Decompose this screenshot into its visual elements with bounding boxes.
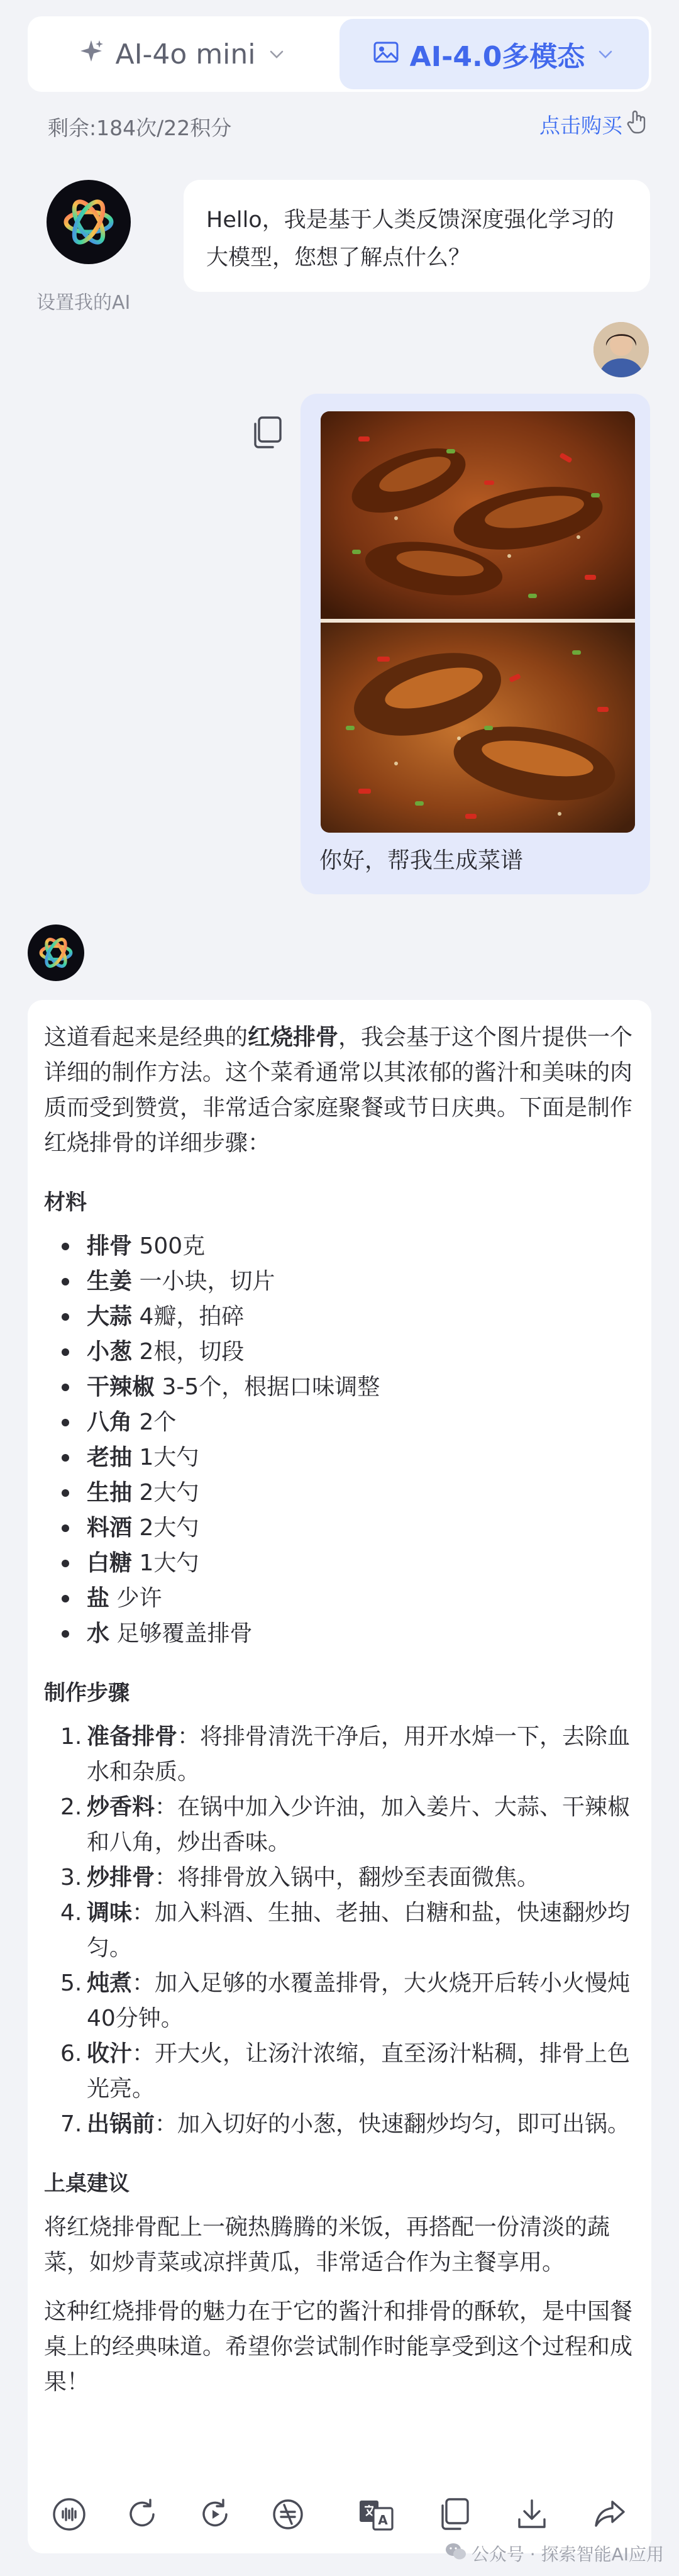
ingredient-detail: 2大勺 (132, 1515, 199, 1541)
serving-text: 将红烧排骨配上一碗热腾腾的米饭，再搭配一份清淡的蔬菜，如炒青菜或凉拌黄瓜，非常适合作为主餐享用。 (44, 2214, 610, 2275)
step-number: 1. (60, 1724, 82, 1750)
step-name: 收汁 (87, 2041, 133, 2067)
ingredient-detail: 2个 (132, 1409, 177, 1435)
ingredient-detail: 500克 (132, 1233, 206, 1259)
ingredient-name: 小葱 (87, 1339, 133, 1365)
tab-ai-4-multimodal[interactable] (340, 19, 649, 89)
step-detail: ：在锅中加入少许油，加入姜片、大蒜、干辣椒和八角，炒出香味。 (87, 1794, 631, 1855)
buy-label: 点击购买 (539, 113, 622, 138)
step-detail: ：加入足够的水覆盖排骨，大火烧开后转小火慢炖40分钟。 (87, 1970, 631, 2031)
voice-icon[interactable] (44, 2489, 94, 2540)
ingredient-name: 水 (87, 1621, 110, 1646)
refresh-icon[interactable] (117, 2489, 167, 2540)
image-icon (373, 38, 399, 70)
list-item (60, 1966, 635, 2036)
watermark (445, 2541, 664, 2566)
translate-icon[interactable] (351, 2489, 401, 2540)
list-item (60, 2107, 635, 2142)
step-detail: ：加入切好的小葱，快速翻炒均匀，即可出锅。 (155, 2111, 631, 2137)
list-item (60, 1719, 635, 1790)
replay-icon[interactable] (190, 2489, 240, 2540)
step-name: 炖煮 (87, 1970, 133, 1996)
watermark-text: 公众号 · 探索智能AI应用 (471, 2544, 664, 2565)
list-item (87, 1546, 635, 1581)
list-item (87, 1616, 635, 1652)
wechat-icon (445, 2542, 466, 2565)
list-item (87, 1370, 635, 1405)
stop-icon[interactable] (263, 2489, 313, 2540)
ingredient-detail: 1大勺 (132, 1445, 199, 1470)
chevron-down-icon (596, 38, 615, 70)
ingredient-detail: 少许 (109, 1585, 162, 1611)
quota-remaining: 剩余:184次/22积分 (48, 116, 232, 140)
ingredient-name: 白糖 (87, 1550, 133, 1576)
ingredient-name: 老抽 (87, 1445, 133, 1470)
ingredient-name: 大蒜 (87, 1304, 133, 1330)
step-name: 调味 (87, 1900, 133, 1926)
ai-avatar-small[interactable] (28, 924, 84, 981)
list-item (87, 1229, 635, 1264)
copy-icon[interactable] (249, 415, 284, 453)
user-message-text: 你好，帮我生成菜谱 (319, 848, 524, 874)
list-item (87, 1335, 635, 1370)
intro-text: ，我会基于这个图片提供一个详细的制作方法。这个菜肴通常以其浓郁的酱汁和美味的肉质而受到赞赏，非常适合家庭聚餐或节日庆典。下面是制作红烧排骨的详细步骤： (44, 1024, 633, 1156)
ingredient-name: 盐 (87, 1585, 110, 1611)
ingredient-detail: 4瓣，拍碎 (132, 1304, 245, 1330)
set-my-ai-link[interactable]: 设置我的AI (36, 292, 131, 314)
dish-name: 红烧排骨 (248, 1024, 339, 1050)
copy-icon[interactable] (429, 2489, 479, 2540)
list-item (60, 1790, 635, 1860)
ai-logo-icon (35, 932, 77, 974)
ingredient-name: 生姜 (87, 1269, 133, 1294)
ai-reply-body (44, 1009, 635, 2400)
tab-ai-4o-mini[interactable] (28, 16, 337, 92)
ingredient-detail: 足够覆盖排骨 (109, 1621, 253, 1646)
list-item (60, 1860, 635, 1896)
reply-intro (44, 1020, 635, 1161)
ingredient-detail: 一小块，切片 (132, 1269, 275, 1294)
ingredient-name: 料酒 (87, 1515, 133, 1541)
ingredient-detail: 2根，切段 (132, 1339, 245, 1365)
ai-avatar[interactable] (47, 180, 131, 264)
uploaded-food-image[interactable] (321, 411, 635, 833)
pointer-hand-icon (626, 110, 648, 139)
list-item (87, 1264, 635, 1299)
list-item (60, 1896, 635, 1966)
ingredient-detail: 3-5个，根据口味调整 (155, 1374, 380, 1400)
step-number: 5. (60, 1970, 82, 1996)
step-number: 6. (60, 2041, 82, 2067)
list-item (87, 1511, 635, 1546)
step-name: 炒排骨 (87, 1865, 155, 1890)
sparkle-icon (79, 38, 104, 70)
ingredient-name: 排骨 (87, 1233, 133, 1259)
step-name: 准备排骨 (87, 1724, 178, 1750)
step-name: 炒香料 (87, 1794, 155, 1820)
list-item (87, 1581, 635, 1616)
svg-text:A: A (378, 2512, 388, 2528)
user-avatar[interactable] (593, 322, 649, 377)
ingredient-name: 八角 (87, 1409, 133, 1435)
list-item (87, 1440, 635, 1475)
step-name: 出锅前 (87, 2111, 155, 2137)
steps-heading: 制作步骤 (44, 1680, 130, 1706)
chevron-down-icon (267, 38, 286, 70)
ingredients-heading: 材料 (44, 1190, 87, 1215)
list-item (60, 2036, 635, 2107)
serving-heading: 上桌建议 (44, 2171, 130, 2196)
step-number: 4. (60, 1900, 82, 1926)
step-number: 3. (60, 1865, 82, 1890)
ingredient-detail: 1大勺 (132, 1550, 199, 1576)
ingredient-detail: 2大勺 (132, 1480, 199, 1506)
ingredient-name: 生抽 (87, 1480, 133, 1506)
step-detail: ：加入料酒、生抽、老抽、白糖和盐，快速翻炒均匀。 (87, 1900, 631, 1961)
closing-text: 这种红烧排骨的魅力在于它的酱汁和排骨的酥软，是中国餐桌上的经典味道。希望你尝试制作时能享受到这个过程和成果！ (44, 2299, 633, 2395)
list-item (87, 1405, 635, 1440)
intro-text: 这道看起来是经典的 (44, 1024, 248, 1050)
buy-link[interactable] (539, 109, 648, 139)
steps-list (60, 1719, 635, 2142)
list-item (87, 1475, 635, 1511)
step-detail: ：将排骨清洗干净后，用开水焯一下，去除血水和杂质。 (87, 1724, 631, 1785)
ai-intro-message: Hello，我是基于人类反馈深度强化学习的大模型，您想了解点什么？ (184, 180, 650, 292)
model-tabs (28, 16, 651, 92)
list-item (87, 1299, 635, 1335)
tab-label: AI-4o mini (115, 38, 256, 70)
ai-logo-icon (57, 191, 120, 253)
step-number: 7. (60, 2111, 82, 2137)
download-icon[interactable] (507, 2489, 557, 2540)
step-detail: ：将排骨放入锅中，翻炒至表面微焦。 (155, 1865, 540, 1890)
step-detail: ：开大火，让汤汁浓缩，直至汤汁粘稠，排骨上色光亮。 (87, 2041, 631, 2102)
ingredients-list (87, 1229, 635, 1652)
reply-action-bar (44, 2489, 635, 2540)
tab-label: AI-4.0多模态 (409, 41, 585, 73)
share-icon[interactable] (585, 2489, 635, 2540)
step-number: 2. (60, 1794, 82, 1820)
ingredient-name: 干辣椒 (87, 1374, 155, 1400)
